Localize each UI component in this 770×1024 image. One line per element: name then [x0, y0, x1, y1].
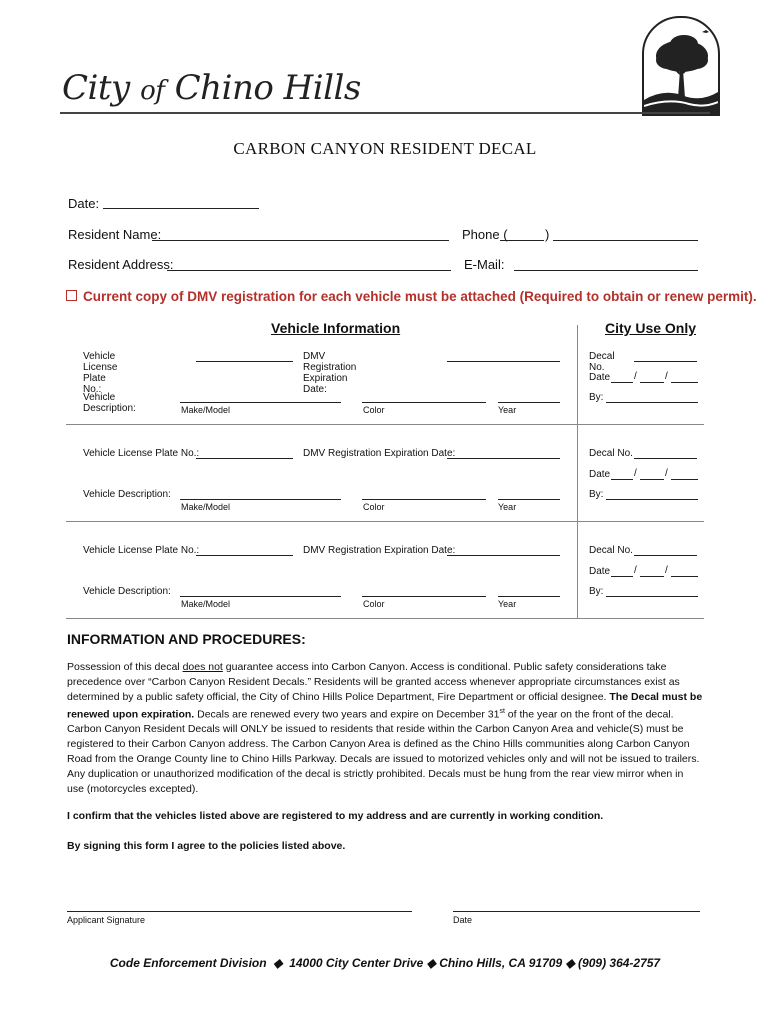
by-label: By: [589, 489, 604, 500]
footer-division: Code Enforcement Division [109, 956, 267, 970]
signature-date-field[interactable] [453, 911, 700, 912]
by-label: By: [589, 586, 604, 597]
phone-number-field[interactable] [553, 240, 698, 241]
email-field[interactable] [514, 270, 698, 271]
city-date-year[interactable] [671, 382, 698, 383]
para-text: Possession of this decal [67, 661, 183, 673]
vehicle-info-heading: Vehicle Information [271, 320, 401, 336]
vehicle-separator-3 [66, 618, 704, 619]
color-caption: Color [363, 502, 385, 512]
para-sup: st [499, 707, 505, 715]
logo-city: City [62, 68, 130, 108]
plate-field[interactable] [196, 361, 293, 362]
phone-area-code-field[interactable] [500, 240, 544, 241]
color-caption: Color [363, 405, 385, 415]
footer-city: Chino Hills, CA 91709 [439, 956, 563, 970]
year-field[interactable] [498, 499, 560, 500]
info-heading: INFORMATION AND PROCEDURES: [67, 631, 306, 647]
plate-label: Vehicle License Plate No.: [83, 448, 200, 459]
dmv-notice [66, 289, 757, 304]
date-field[interactable] [103, 208, 259, 209]
date-sep: / [634, 565, 637, 576]
make-model-caption: Make/Model [181, 405, 231, 415]
color-field[interactable] [362, 499, 486, 500]
make-model-caption: Make/Model [181, 599, 231, 609]
applicant-signature-field[interactable] [67, 911, 412, 912]
plate-field[interactable] [196, 458, 293, 459]
dmv-exp-field[interactable] [447, 361, 560, 362]
dmv-checkbox[interactable] [66, 290, 77, 301]
para-text: Decals are renewed every two years and expire on December 31 [194, 708, 500, 721]
para-text: of the year on the front of the decal. Carbon Canyon Resident Decals will ONLY be issued to residents that reside within the Carbon Canyon Area and vehicle(S) must be registered to their Carbon Canyon address. The Carbon Canyon Area is defined as the Chino Hills communities along Carbon Canyon Road from the Orange County line to Chino Hills Parkway. Decals are issued to motorized vehicles only and will not be issued to trailers. Any duplication or unauthorized modification of the decal is strictly prohibited. Decals must be hung from the rear view mirror when in use (motorcycles excepted). [67, 708, 700, 795]
dmv-exp-field[interactable] [447, 458, 560, 459]
date-sep: / [665, 371, 668, 382]
footer [0, 956, 770, 970]
year-field[interactable] [498, 402, 560, 403]
header-rule [60, 112, 710, 114]
color-caption: Color [363, 599, 385, 609]
dmv-exp-label: DMV Registration Expiration Date: [303, 448, 456, 459]
date-sep: / [634, 371, 637, 382]
desc-label: Vehicle Description: [83, 586, 171, 597]
city-date-label: Date [589, 469, 611, 480]
resident-address-field[interactable] [167, 270, 451, 271]
vehicle-separator-1 [66, 424, 704, 425]
make-model-field[interactable] [180, 402, 341, 403]
para-underline: does not [182, 661, 223, 673]
desc-label: Vehicle Description: [83, 489, 171, 500]
make-model-field[interactable] [180, 596, 341, 597]
decal-no-field[interactable] [634, 458, 697, 459]
city-date-month[interactable] [611, 479, 633, 480]
year-field[interactable] [498, 596, 560, 597]
city-date-year[interactable] [671, 479, 698, 480]
dmv-exp-label: DMV Registration Expiration Date: [303, 351, 357, 395]
color-field[interactable] [362, 596, 486, 597]
dmv-exp-field[interactable] [447, 555, 560, 556]
date-label: Date: [68, 196, 100, 211]
logo-name: Chino Hills [174, 68, 361, 108]
phone-close-paren: ) [545, 227, 550, 242]
by-field[interactable] [606, 596, 698, 597]
city-use-heading: City Use Only [605, 320, 697, 336]
city-date-month[interactable] [611, 382, 633, 383]
by-field[interactable] [606, 499, 698, 500]
decal-no-field[interactable] [634, 555, 697, 556]
agree-statement: By signing this form I agree to the policies listed above. [67, 840, 346, 852]
desc-label: Vehicle Description: [83, 392, 136, 414]
vehicle-separator-2 [66, 521, 704, 522]
year-caption: Year [498, 405, 517, 415]
vertical-divider [577, 325, 578, 618]
plate-label: Vehicle License Plate No.: [83, 545, 200, 556]
year-caption: Year [498, 599, 517, 609]
plate-label: Vehicle License Plate No.: [83, 351, 118, 395]
city-date-label: Date [589, 566, 611, 577]
decal-no-field[interactable] [634, 361, 697, 362]
city-date-day[interactable] [640, 382, 664, 383]
by-field[interactable] [606, 402, 698, 403]
city-date-year[interactable] [671, 576, 698, 577]
signature-date-label: Date [453, 915, 473, 925]
resident-name-field[interactable] [152, 240, 449, 241]
make-model-caption: Make/Model [181, 502, 231, 512]
by-label: By: [589, 392, 604, 403]
date-sep: / [634, 468, 637, 479]
make-model-field[interactable] [180, 499, 341, 500]
logo-of: of [140, 76, 165, 106]
date-sep: / [665, 565, 668, 576]
city-date-label: Date [589, 372, 611, 383]
decal-no-label: Decal No. [589, 351, 615, 373]
date-sep: / [665, 468, 668, 479]
confirm-statement: I confirm that the vehicles listed above are registered to my address and are currently in working condition. [67, 810, 604, 822]
applicant-signature-label: Applicant Signature [67, 915, 146, 925]
city-logo-text [62, 68, 361, 108]
footer-phone: (909) 364-2757 [578, 956, 661, 970]
decal-no-label: Decal No. [589, 448, 633, 459]
decal-no-label: Decal No. [589, 545, 633, 556]
plate-field[interactable] [196, 555, 293, 556]
email-label: E-Mail: [464, 257, 505, 272]
diamond-icon: ◆ [565, 956, 575, 970]
para-text: guarantee access into Carbon Canyon. Access is conditional. Public safety considerations take precedence over “Carbon Canyon Resident Decals.” Residents will be granted access whenever appropriate circumstances exist as determined by a public safety official, the City of Chino Hills Police Department, Fire Department or official designee. [67, 661, 680, 703]
para-bold: The Decal must be renewed upon expiration. [67, 690, 703, 721]
city-date-month[interactable] [611, 576, 633, 577]
city-date-day[interactable] [640, 479, 664, 480]
footer-address: 14000 City Center Drive [289, 956, 424, 970]
form-title: CARBON CANYON RESIDENT DECAL [233, 139, 537, 158]
diamond-icon: ◆ [426, 956, 436, 970]
tree-logo-icon [642, 16, 720, 116]
year-caption: Year [498, 502, 517, 512]
phone-label: Phone ( [462, 227, 508, 242]
info-paragraph [67, 660, 703, 797]
color-field[interactable] [362, 402, 486, 403]
city-date-day[interactable] [640, 576, 664, 577]
diamond-icon: ◆ [269, 956, 286, 970]
dmv-exp-label: DMV Registration Expiration Date: [303, 545, 456, 556]
dmv-notice-text: Current copy of DMV registration for each vehicle must be attached (Required to obtain or renew permit). [83, 289, 757, 304]
resident-address-label: Resident Address: [68, 257, 174, 272]
resident-name-label: Resident Name: [68, 227, 162, 242]
